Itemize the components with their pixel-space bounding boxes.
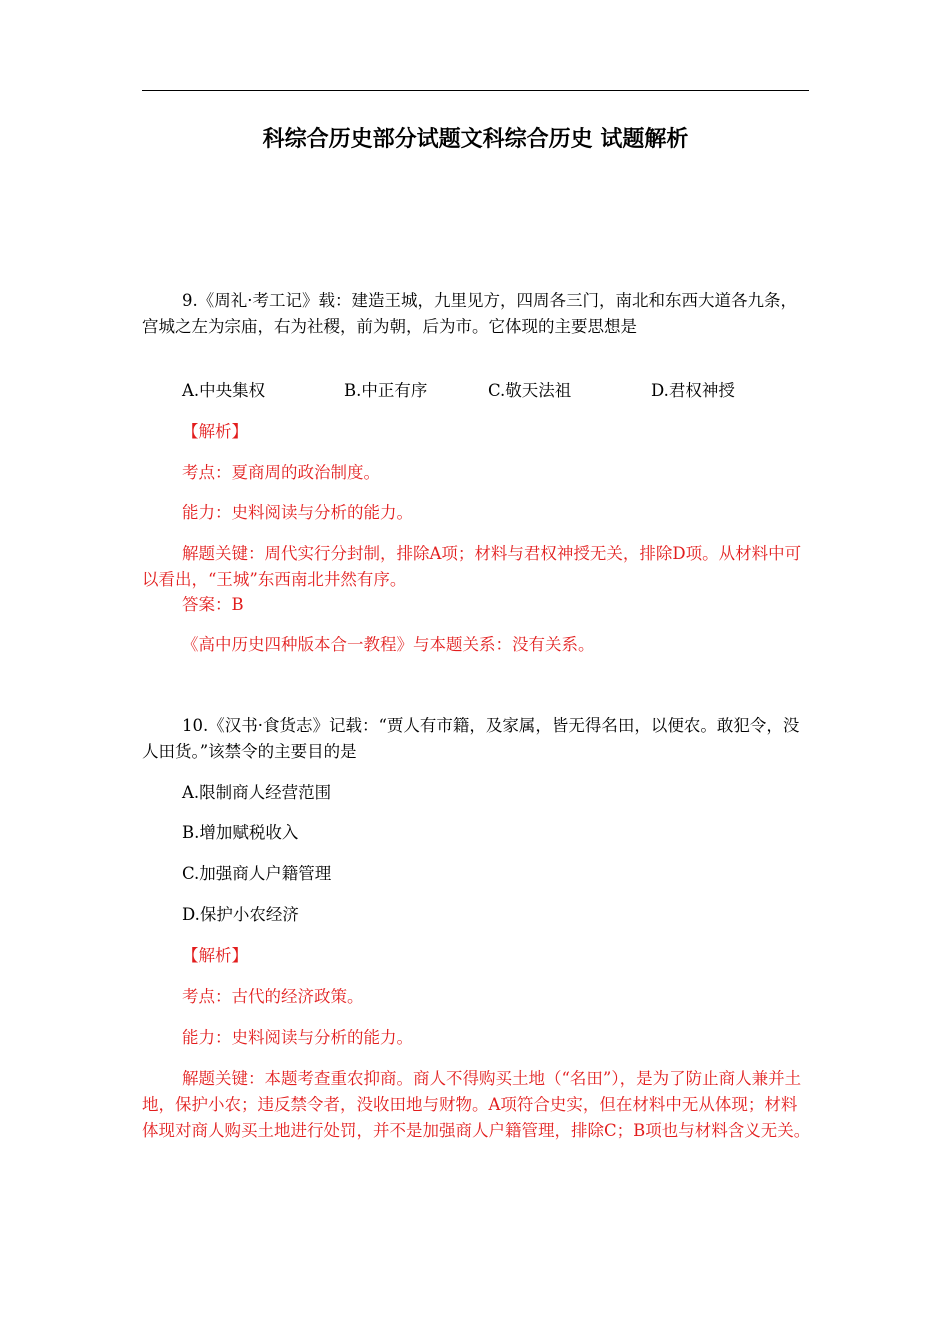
q9-option-c: C.敬天法祖: [488, 381, 572, 400]
q9-answer: 答案：B: [182, 595, 244, 614]
q10-stem: 10.《汉书·食货志》记载：“贾人有市籍，及家属，皆无得名田，以便农。敢犯令，没人田货。”该禁令的主要目的是: [142, 716, 800, 761]
page-title: 科综合历史部分试题文科综合历史 试题解析: [262, 127, 689, 152]
q10-analysis-label: 【解析】: [182, 946, 248, 965]
q9-stem: 9.《周礼·考工记》载：建造王城，九里见方，四周各三门，南北和东西大道各九条，宫城之左为宗庙，右为社稷，前为朝，后为市。它体现的主要思想是: [142, 291, 797, 336]
q9-analysis-label: 【解析】: [182, 422, 248, 441]
q9-kaodian: 考点：夏商周的政治制度。: [182, 463, 380, 482]
q9-nengli: 能力：史料阅读与分析的能力。: [182, 503, 413, 522]
q10-option-a: A.限制商人经营范围: [182, 783, 332, 802]
q10-option-b: B.增加赋税收入: [182, 823, 299, 842]
q9-option-b: B.中正有序: [344, 381, 428, 400]
q10-kaodian: 考点：古代的经济政策。: [182, 987, 364, 1006]
q10-option-c: C.加强商人户籍管理: [182, 864, 332, 883]
q10-guanjian: 解题关键：本题考查重农抑商。商人不得购买土地（“名田”），是为了防止商人兼并土地，保护小农；违反禁令者，没收田地与财物。A项符合史实，但在材料中无从体现；材料体现对商人购买土地进行处罚，并不是加强商人户籍管理，排除C；B项也与材料含义无关。: [142, 1069, 811, 1140]
q10-option-d: D.保护小农经济: [182, 905, 299, 924]
q9-relation: 《高中历史四种版本合一教程》与本题关系：没有关系。: [182, 635, 595, 654]
q9-option-d: D.君权神授: [651, 381, 735, 400]
header-rule: [142, 90, 809, 91]
q9-guanjian: 解题关键：周代实行分封制，排除A项；材料与君权神授无关，排除D项。从材料中可以看出，“王城”东西南北井然有序。: [142, 544, 802, 589]
q10-nengli: 能力：史料阅读与分析的能力。: [182, 1028, 413, 1047]
q9-option-a: A.中央集权: [182, 381, 266, 400]
